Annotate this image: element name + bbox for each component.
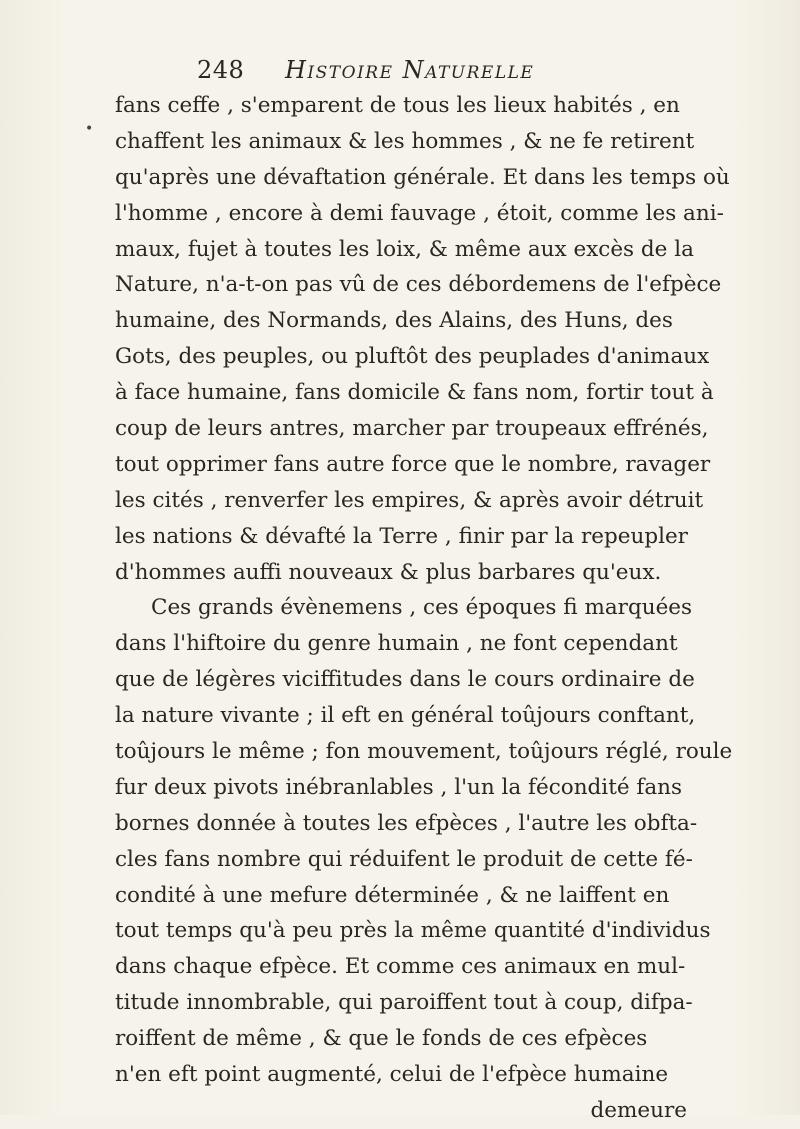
paragraph-start-line: Ces grands évènemens , ces époques fi marquées	[151, 595, 693, 621]
text-line: n'en eft point augmenté, celui de l'efpèce humaine	[115, 1062, 669, 1088]
text-line: à face humaine, fans domicile & fans nom, fortir tout à	[115, 380, 714, 406]
text-line: fans ceffe , s'emparent de tous les lieux habités , en	[115, 93, 680, 118]
text-line: Gots, des peuples, ou pluftôt des peuplades d'animaux	[115, 344, 710, 370]
text-line: chaffent les animaux & les hommes , & ne fe retirent	[115, 128, 695, 154]
text-line: cles fans nombre qui réduifent le produit de cette fé-	[115, 846, 693, 872]
text-line: humaine, des Normands, des Alains, des Huns, des	[115, 308, 673, 334]
text-line: Nature, n'a-t-on pas vû de ces débordemens de l'efpèce	[115, 272, 722, 298]
text-line: tout opprimer fans autre force que le nombre, ravager	[115, 451, 711, 477]
running-title: Histoire Naturelle	[285, 56, 535, 84]
text-line: roiffent de même , & que le fonds de ces efpèces	[115, 1026, 648, 1052]
page-number: 248	[197, 56, 245, 84]
text-line: titude innombrable, qui paroiffent tout à coup, difpa-	[115, 990, 693, 1016]
body-text	[115, 88, 795, 1129]
margin-mark: •	[85, 121, 94, 137]
text-line: toûjours le même ; fon mouvement, toûjours réglé, roule	[115, 739, 733, 765]
text-line: condité à une mefure déterminée , & ne laiffent en	[115, 882, 670, 908]
text-line: la nature vivante ; il eft en général toûjours conftant,	[115, 703, 696, 729]
text-line: bornes donnée à toutes les efpèces , l'autre les obfta-	[115, 810, 698, 836]
text-line: que de légères viciffitudes dans le cours ordinaire de	[115, 667, 695, 693]
text-line: maux, fujet à toutes les loix, & même aux excès de la	[115, 236, 694, 262]
text-line: qu'après une dévaftation générale. Et dans les temps où	[115, 164, 730, 190]
text-line: tout temps qu'à peu près la même quantité d'individus	[115, 918, 711, 944]
catchword: demeure	[590, 1097, 687, 1123]
text-line: les cités , renverfer les empires, & après avoir détruit	[115, 487, 704, 513]
text-line: fur deux pivots inébranlables , l'un la fécondité fans	[115, 774, 683, 800]
text-line: d'hommes auffi nouveaux & plus barbares qu'eux.	[115, 559, 662, 585]
text-line: dans l'hiftoire du genre humain , ne font cependant	[115, 631, 678, 657]
text-line: l'homme , encore à demi fauvage , étoit, comme les ani-	[115, 200, 724, 226]
text-line: dans chaque efpèce. Et comme ces animaux en mul-	[115, 954, 686, 980]
text-line: coup de leurs antres, marcher par troupeaux effrénés,	[115, 416, 709, 442]
text-line: les nations & dévafté la Terre , finir par la repeupler	[115, 523, 688, 549]
